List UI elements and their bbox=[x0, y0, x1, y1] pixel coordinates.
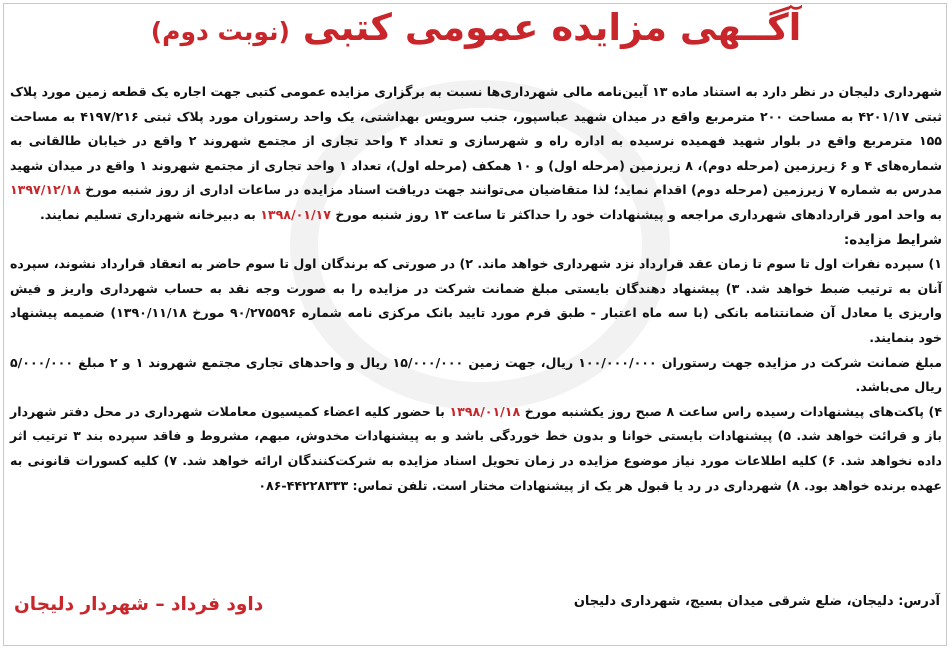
condition-6: ۶) کلیه اطلاعات مورد نیاز موضوع مزایده در زمان تحویل اسناد مزایده به شرکت‌کنندگان ارائه خواهد شد. bbox=[182, 452, 836, 468]
conditions-block bbox=[10, 252, 942, 350]
address: آدرس: دلیجان، ضلع شرقی میدان بسیج، شهرداری دلیجان bbox=[573, 594, 940, 609]
condition-1: ۱) سپرده نفرات اول تا سوم تا زمان عقد قرارداد نزد شهرداری خواهد ماند. bbox=[477, 256, 942, 272]
intro-date1: ۱۳۹۷/۱۲/۱۸ bbox=[10, 182, 81, 198]
notice-body bbox=[10, 80, 942, 498]
signature: داود فرداد – شهردار دلیجان bbox=[14, 594, 264, 615]
intro-part2: به واحد امور قراردادهای شهرداری مراجعه و پیشنهادات خود را حداکثر تا ساعت ۱۳ روز شنبه مورخ bbox=[335, 206, 942, 222]
condition-2: ۲) در صورتی که برندگان اول تا سوم حاضر به انعقاد قرارداد نشوند، سپرده آنان به ترتیب ضبط خواهد شد. bbox=[10, 256, 942, 296]
condition-3: ۳) پیشنهاد دهندگان بایستی مبلغ ضمانت شرکت در مزایده را به صورت وجه نقد به حساب شهرداری واریز و فیش واریزی یا معادل آن ضمانتنامه بانکی (با سه ماه اعتبار - طبق فرم مورد تایید بانک مرکزی نامه شماره ۹۰/۲۷۵۵۹۶ مورخ ۱۳۹۰/۱۱/۱۸) ضمیمه پیشنهاد خود بنمایند. bbox=[10, 280, 942, 345]
condition-5: ۵) پیشنهادات بایستی خوانا و بدون خط خوردگی باشد و به پیشنهادات مخدوش، مبهم، مشروط و فاقد سپرده بند ۳ ترتیب اثر داده نخواهد شد. bbox=[10, 428, 943, 468]
intro-date2: ۱۳۹۸/۰۱/۱۷ bbox=[260, 206, 331, 222]
condition-8: ۸) شهرداری در رد یا قبول هر یک از پیشنهادات مختار است. bbox=[431, 477, 800, 493]
intro-paragraph bbox=[10, 80, 942, 228]
condition-4-date: ۱۳۹۸/۰۱/۱۸ bbox=[449, 403, 521, 419]
condition-4-part2: با حضور کلیه اعضاء کمیسیون معاملات شهرداری در محل دفتر شهردار باز و قرائت خواهد شد. bbox=[10, 403, 942, 444]
guarantee-amounts bbox=[10, 351, 942, 400]
intro-part1: شهرداری دلیجان در نظر دارد به استناد ماده ۱۳ آیین‌نامه مالی شهرداری‌ها نسبت به برگزاری مزایده عمومی کتبی جهت اجاره یک قطعه زمین مورد پلاک ثبتی ۴۲۰۱/۱۷ به مساحت ۲۰۰ مترمربع واقع در میدان شهید عباسپور، جنب سرویس بهداشتی، یک واحد رستوران مورد پلاک ثبتی ۴۱۹۷/۲۱۶ به مساحت ۱۵۵ مترمربع واقع در بلوار شهید فهمیده نرسیده به اداره راه و شهرسازی و تعداد ۴ واحد تجاری از مجتمع شهروند ۲ واقع در خیابان طالقانی به شماره‌های ۴ و ۶ زیرزمین (مرحله دوم)، ۸ زیرزمین (مرحله اول) و ۱۰ همکف (مرحله اول)، تعداد ۱ واحد تجاری از مجتمع شهروند ۱ واقع در میدان شهید مدرس به شماره ۷ زیرزمین (مرحله دوم) اقدام نماید؛ لذا متقاضیان می‌توانند جهت دریافت اسناد مزایده در ساعات اداری از روز شنبه مورخ bbox=[10, 84, 942, 198]
notice-title bbox=[0, 6, 952, 49]
guarantee-text: مبلغ ضمانت شرکت در مزایده جهت رستوران ۱۰۰/۰۰۰/۰۰۰ ریال، جهت زمین ۱۵/۰۰۰/۰۰۰ ریال و واحدهای تجاری مجتمع شهروند ۱ و ۲ مبلغ ۵/۰۰۰/۰۰۰ ریال می‌باشد. bbox=[10, 354, 942, 395]
condition-4-part1: ۴) پاکت‌های پیشنهادات رسیده راس ساعت ۸ صبح روز یکشنبه مورخ bbox=[524, 403, 942, 419]
title-sub: (نوبت دوم) bbox=[150, 17, 290, 46]
conditions-block-2 bbox=[10, 400, 942, 498]
conditions-title: شرایط مزایده: bbox=[843, 231, 942, 248]
condition-7: ۷) کلیه کسورات قانونی به عهده برنده خواهد بود. bbox=[10, 452, 942, 493]
title-main: آگــهی مزایده عمومی کتبی bbox=[302, 6, 802, 49]
intro-part3: به دبیرخانه شهرداری تسلیم نمایند. bbox=[39, 206, 256, 222]
contact-phone: تلفن تماس: ۴۴۲۲۸۳۳۳-۰۸۶ bbox=[258, 477, 428, 493]
